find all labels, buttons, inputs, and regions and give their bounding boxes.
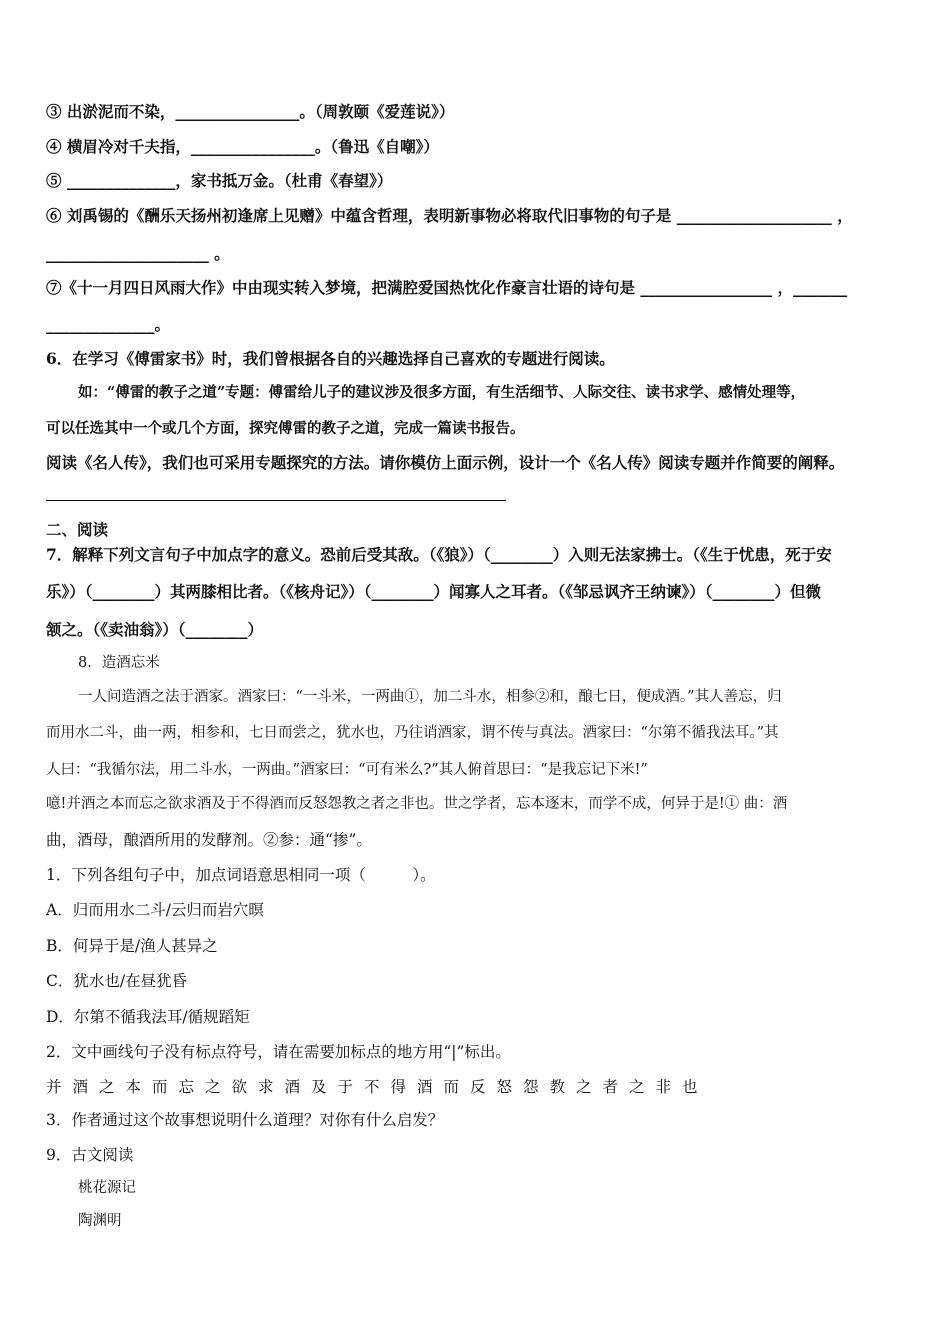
question-7-line-2: 乐》）（________）其两膝相比者。（《核舟记》）（________）闻寡人之耳者。（《邹忌讽齐王纳谏》）（________）但微 — [46, 582, 822, 601]
question-7-line-3: 颔之。（《卖油翁》）（________） — [46, 620, 264, 639]
question-9-title: 9．古文阅读 — [46, 1146, 134, 1164]
example-text-cont: 可以任选其中一个或几个方面，探究傅雷的教子之道，完成一篇读书报告。 — [46, 420, 525, 437]
passage-author: 陶渊明 — [78, 1213, 122, 1229]
task-instruction: 阅读《名人传》，我们也可采用专题探究的方法。请你模仿上面示例，设计一个《名人传》阅读专题并作简要的阐释。 — [46, 453, 845, 472]
passage-line-3: 人曰：“我循尔法，用二斗水，一两曲。”酒家曰：“可有米么?”其人俯首思曰：“是我忘记下米!” — [46, 762, 648, 778]
passage-line-2: 而用水二斗，曲一两，相参和，七日而尝之，犹水也，乃往诮酒家，谓不传与真法。酒家曰：“尔第不循我法耳。”其 — [46, 725, 779, 741]
section-heading-reading: 二、阅读 — [46, 520, 109, 539]
question-8-title: 8．造酒忘米 — [78, 655, 160, 671]
question-item-5: ⑤ ______________，家书抵万金。（杜甫《春望》） — [46, 171, 393, 190]
option-a: A．归而用水二斗/云归而岩穴暝 — [46, 901, 264, 919]
option-c: C．犹水也/在昼犹昏 — [46, 972, 188, 990]
subquestion-3: 3．作者通过这个故事想说明什么道理？对你有什么启发？ — [46, 1111, 444, 1129]
question-item-6-cont: _____________________ 。 — [46, 244, 230, 263]
answer-line — [46, 500, 506, 501]
passage-note: 曲，酒母，酿酒所用的发酵剂。②参：通“掺”。 — [46, 831, 372, 849]
option-b: B．何异于是/渔人甚异之 — [46, 937, 218, 955]
passage-line-4: 噫!并酒之本而忘之欲求酒及于不得酒而反怒怨教之者之非也。世之学者，忘本逐末，而学不成，何异于是!① 曲：酒 — [46, 796, 788, 812]
subquestion-2: 2．文中画线句子没有标点符号，请在需要加标点的地方用“|”标出。 — [46, 1043, 511, 1061]
question-item-6: ⑥ 刘禹锡的《酬乐天扬州初逢席上见赠》中蕴含哲理，表明新事物必将取代旧事物的句子是 ____________________ ， — [46, 206, 853, 225]
unpunctuated-sentence: 并酒之本而忘之欲求酒及于不得酒而反怒怨教之者之非也 — [46, 1078, 709, 1096]
passage-line-1: 一人问造酒之法于酒家。酒家曰：“一斗米，一两曲①，加二斗水，相参②和，酿七日，便成酒。”其人善忘，归 — [78, 689, 782, 705]
question-item-7-cont: ______________。 — [46, 315, 171, 334]
question-6-title: 6．在学习《傅雷家书》时，我们曾根据各自的兴趣选择自己喜欢的专题进行阅读。 — [46, 349, 615, 368]
example-text: 如：“傅雷的教子之道”专题：傅雷给儿子的建议涉及很多方面，有生活细节、人际交往、读书求学、感情处理等， — [78, 384, 806, 401]
question-item-7: ⑦《十一月四日风雨大作》中由现实转入梦境，把满腔爱国热忱化作豪言壮语的诗句是 _________________ ，_______ — [46, 278, 848, 297]
question-item-4: ④ 横眉冷对千夫指，________________。（鲁迅《自嘲》） — [46, 137, 439, 156]
question-item-3: ③ 出淤泥而不染，________________。（周敦颐《爱莲说》） — [46, 102, 455, 121]
subquestion-1: 1．下列各组句子中，加点词语意思相同一项（ ）。 — [46, 866, 436, 884]
question-7-line-1: 7．解释下列文言句子中加点字的意义。恐前后受其敌。（《狼》）（________）入则无法家拂士。（《生于忧患，死于安 — [46, 545, 832, 564]
passage-title: 桃花源记 — [78, 1180, 136, 1196]
option-d: D．尔第不循我法耳/循规蹈矩 — [46, 1008, 250, 1026]
